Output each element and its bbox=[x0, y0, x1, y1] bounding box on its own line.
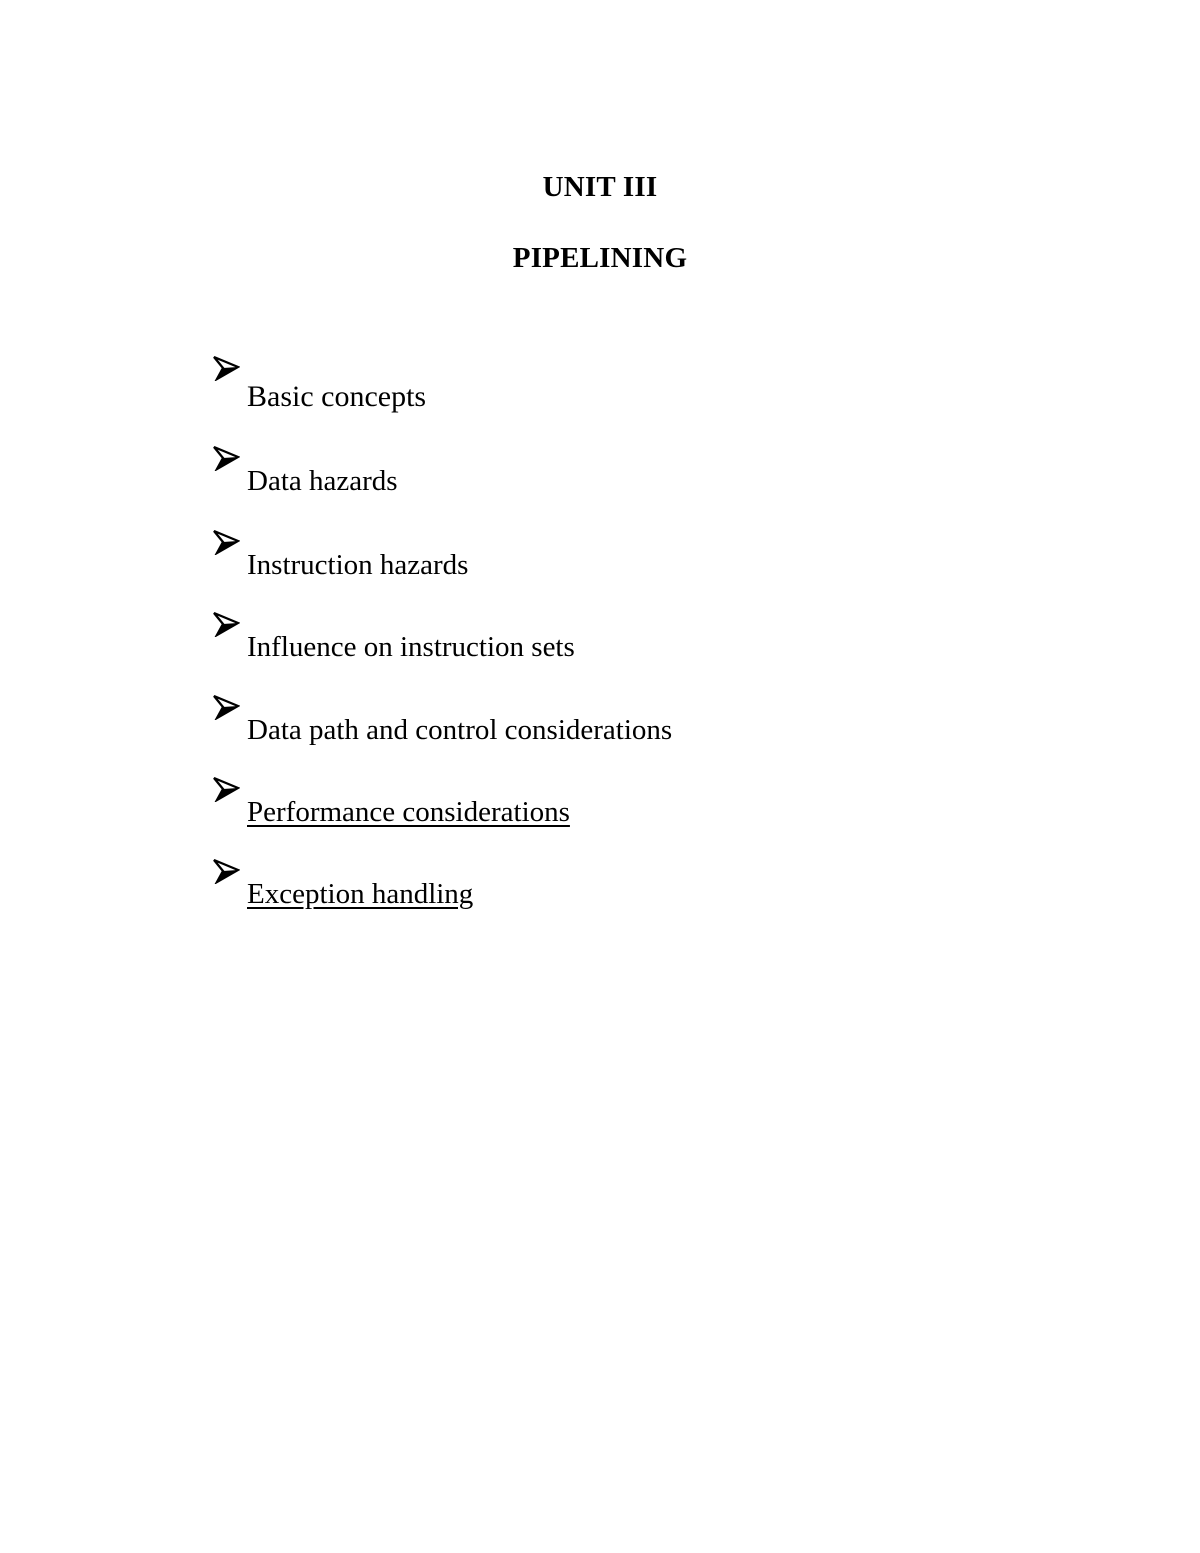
arrowhead-bullet-icon bbox=[212, 529, 240, 555]
unit-title: UNIT III bbox=[542, 171, 658, 203]
arrowhead-bullet-icon bbox=[212, 611, 240, 637]
topic-item-data-path-and-control-considerations bbox=[210, 694, 910, 764]
topic-link-performance-considerations[interactable]: Performance considerations bbox=[247, 796, 570, 828]
arrowhead-bullet-icon bbox=[212, 355, 240, 381]
topic-item-exception-handling bbox=[210, 858, 910, 928]
topic-item-influence-on-instruction-sets bbox=[210, 611, 910, 681]
topic-label: Basic concepts bbox=[247, 380, 427, 413]
topic-label: Data hazards bbox=[247, 465, 398, 497]
topic-label: Influence on instruction sets bbox=[247, 631, 575, 663]
arrowhead-bullet-icon bbox=[212, 694, 240, 720]
topic-item-instruction-hazards bbox=[210, 529, 910, 599]
topic-title: PIPELINING bbox=[512, 242, 688, 274]
arrowhead-bullet-icon bbox=[212, 858, 240, 884]
topic-link-exception-handling[interactable]: Exception handling bbox=[247, 878, 474, 910]
topic-label: Data path and control considerations bbox=[247, 714, 673, 746]
arrowhead-bullet-icon bbox=[212, 776, 240, 802]
arrowhead-bullet-icon bbox=[212, 445, 240, 471]
topic-item-data-hazards bbox=[210, 445, 910, 515]
topic-item-basic-concepts bbox=[210, 355, 910, 425]
topic-label: Instruction hazards bbox=[247, 549, 469, 581]
topic-item-performance-considerations bbox=[210, 776, 910, 846]
